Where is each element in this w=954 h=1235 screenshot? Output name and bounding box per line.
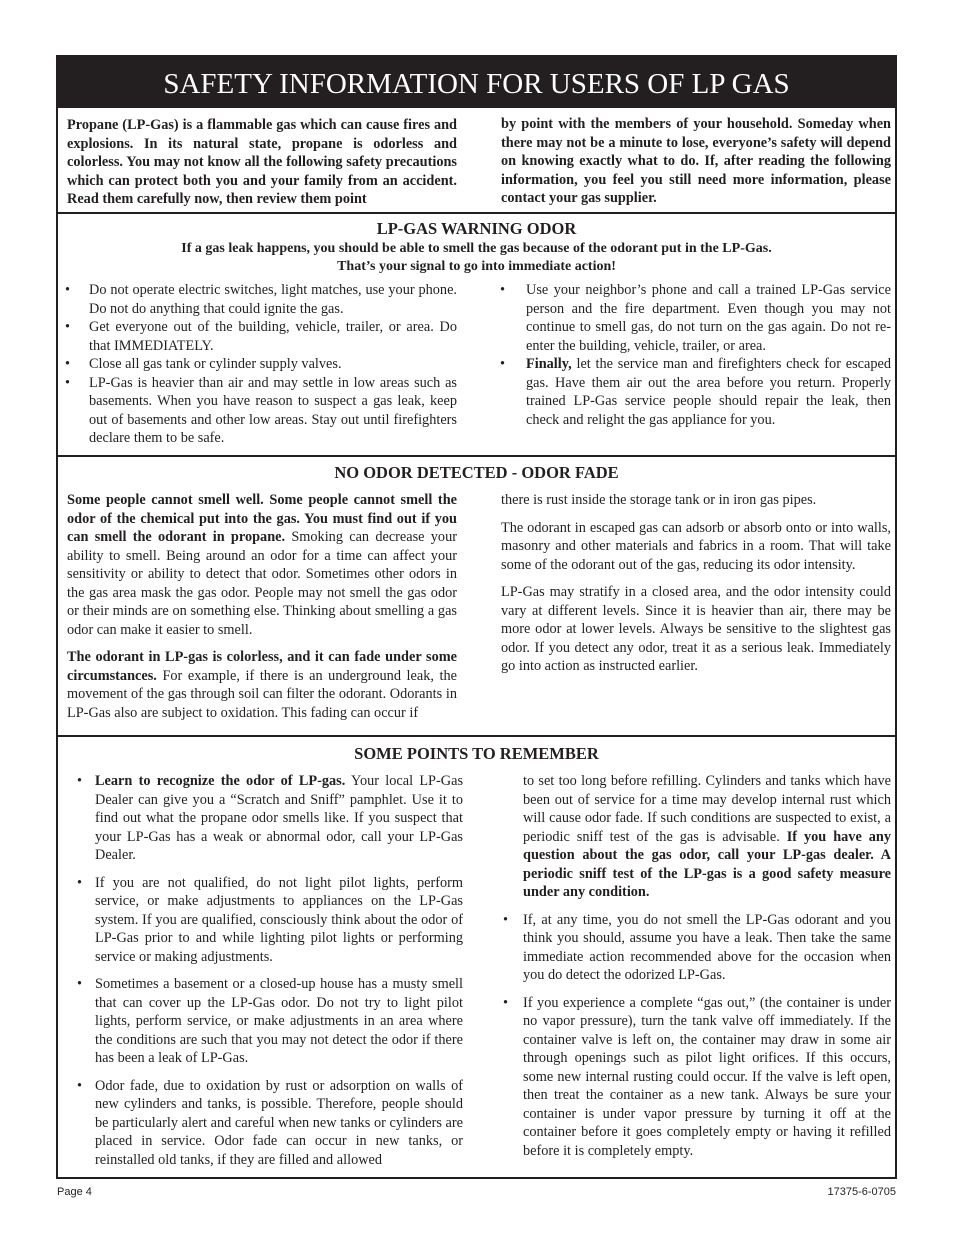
warning-heading: LP-GAS WARNING ODOR (376, 219, 577, 238)
intro-right-text: by point with the members of your household. Someday when there may not be a minute to lose, everyone’s safety will depend on knowing exactly what to do. If, after reading the following information, you feel you still need more information, please contact your gas supplier. (501, 116, 891, 206)
intro-left (67, 116, 457, 209)
intro-left-text: Propane (LP-Gas) is a flammable gas which can cause fires and explosions. In its natural state, propane is odorless and colorless. You may not know all the following safety precautions which can protect both you and your family from an accident. Read them carefully now, then review them point (67, 117, 457, 207)
list-item-text: let the service man and firefighters check for escaped gas. Have them air out the area before you return. Properly trained LP-Gas service people should repair the leak, then check and relight the gas appliance for you. (526, 356, 891, 428)
list-item: • LP-Gas is heavier than air and may settle in low areas such as basements. When you have reason to suspect a gas leak, keep out of basements and other low areas. Stay out until firefighters declare them to be safe. (61, 374, 457, 448)
list-item: • If you are not qualified, do not light pilot lights, perform service, or make adjustments to appliances on the LP-Gas system. If you are qualified, consciously think about the odor of LP-Gas prior to and while lighting pilot lights or performing service or making adjustments. (67, 874, 463, 967)
page-title: SAFETY INFORMATION FOR USERS OF LP GAS (58, 57, 895, 108)
paragraph-text: Smoking can decrease your ability to smell. Being around an odor for a time can affect your sensitivity or ability to detect that odor. Sometimes other odors in the gas area mask the gas odor. People may not smell the gas odor or their minds are on something else. Thinking about smelling a gas odor can make it easier to smell. (67, 529, 457, 638)
list-item: • Odor fade, due to oxidation by rust or adsorption on walls of new cylinders and tanks, is possible. Therefore, people should be particularly alert and careful when new tanks or cylinders are placed in service. Odor fade can occur in new tanks, or reinstalled old tanks, if they are filled and allowed (67, 1077, 463, 1170)
list-item (67, 772, 463, 865)
list-item: • Close all gas tank or cylinder supply valves. (61, 355, 457, 374)
paragraph-bold: If you have any question about the gas odor, call your LP-gas dealer. A periodic sniff test of the LP-gas is a good safety measure under any condition. (523, 828, 891, 900)
paragraph (67, 491, 457, 639)
paragraph: LP-Gas may stratify in a closed area, and the odor intensity could vary at different levels. Since it is heavier than air, there may be more odor at lower levels. Always be sensitive to the slightest gas odor. If you detect any odor, treat it as a serious leak. Immediately go into action as instructed earlier. (501, 584, 891, 674)
paragraph: The odorant in escaped gas can adsorb or absorb onto or into walls, masonry and other materials and fabrics in a room. That will take some of the odorant out of the gas, reducing its odor intensity. (501, 519, 891, 573)
list-item: • If, at any time, you do not smell the LP-Gas odorant and you think you should, assume you have a leak. Then take the same immediate action recommended above for the occasion when you do detect the odorized LP-Gas. (501, 911, 891, 985)
paragraph-bold: The odorant in LP-gas is colorless, and it can fade under some circumstances. (67, 649, 457, 684)
list-item: • Sometimes a basement or a closed-up house has a musty smell that can cover up the LP-Gas odor. Do not try to light pilot lights, perform service, or make adjustments in an area where the conditions are such that you may not detect the odor if there has been a leak of LP-Gas. (67, 975, 463, 1068)
points-heading: SOME POINTS TO REMEMBER (354, 744, 599, 763)
divider-1 (58, 212, 895, 214)
warning-right-list (498, 281, 891, 429)
paragraph (501, 772, 891, 902)
odor-fade-heading: NO ODOR DETECTED - ODOR FADE (334, 463, 619, 482)
list-item: • If you experience a complete “gas out,” (the container is under no vapor pressure), turn the tank valve off immediately. If the container valve is left on, the container may draw in some air through openings such as pilot light orifices. If this occurs, some new internal rusting could occur. If the valve is left open, then treat the container as a new tank. Always be sure your container is under vapor pressure by turning it off at the container before it goes completely empty or having it refilled before it is completely empty. (501, 994, 891, 1161)
odor-fade-left (67, 491, 457, 722)
intro-right (501, 115, 891, 208)
paragraph-bold: Some people cannot smell well. Some people cannot smell the odor of the chemical put into the gas. You must find out if you can smell the odorant in propane. (67, 492, 457, 545)
paragraph: there is rust inside the storage tank or in iron gas pipes. (501, 492, 817, 508)
odor-fade-right (501, 491, 891, 676)
list-item: • Do not operate electric switches, light matches, use your phone. Do not do anything that could ignite the gas. (61, 281, 457, 318)
page-number: Page 4 (57, 1186, 92, 1198)
points-left (67, 772, 463, 1178)
list-item (498, 281, 891, 355)
paragraph (67, 648, 457, 722)
divider-3 (58, 735, 895, 737)
paragraph-text: For example, if there is an underground leak, the movement of the gas through soil can filter the odorant. Odorants in LP-Gas also are subject to oxidation. This fading can occur if (67, 667, 457, 721)
paragraph-text: to set too long before refilling. Cylinders and tanks which have been out of service for a time may develop internal rust which will cause odor fade. If such conditions are suspected to exist, a periodic sniff test of the gas is advisable. (523, 773, 891, 845)
warning-left-list (61, 281, 457, 448)
list-item-text: Your local LP-Gas Dealer can give you a “Scratch and Sniff” pamphlet. Use it to find out what the propane odor smells like. If you suspect that your LP-Gas has a weak or abnormal odor, call your LP-Gas Dealer. (95, 773, 464, 863)
points-right (501, 772, 891, 1169)
list-item-bold: Finally, (526, 356, 572, 372)
list-item: • Get everyone out of the building, vehicle, trailer, or area. Do that IMMEDIATELY. (61, 318, 457, 355)
list-item-text: Use your neighbor’s phone and call a trained LP-Gas service person and the fire department. Even though you may not continue to smell gas, do not turn on the gas again. Do not re-enter the building, vehicle, trailer, or area. (526, 282, 891, 354)
safety-info-frame (56, 55, 897, 1179)
list-item (498, 355, 891, 429)
warning-subtitle-1: If a gas leak happens, you should be able to smell the gas because of the odorant put in the LP-Gas. (181, 241, 772, 256)
list-item-bold: Learn to recognize the odor of LP-gas. (95, 773, 346, 789)
divider-2 (58, 455, 895, 457)
document-code: 17375-6-0705 (827, 1186, 896, 1198)
warning-subtitle-2: That’s your signal to go into immediate action! (337, 259, 616, 274)
